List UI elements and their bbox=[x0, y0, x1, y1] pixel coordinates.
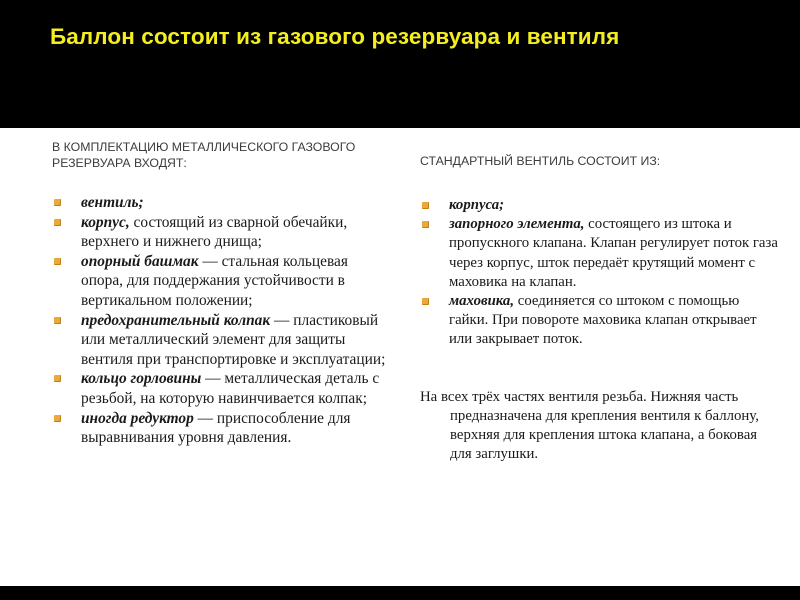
list-item bbox=[52, 213, 387, 252]
item-term: кольцо горловины bbox=[81, 370, 202, 388]
square-bullet-icon bbox=[54, 375, 61, 382]
item-term: маховика, bbox=[449, 293, 515, 310]
square-bullet-icon bbox=[54, 317, 61, 324]
item-term: корпуса; bbox=[449, 197, 505, 213]
list-item bbox=[420, 292, 780, 350]
footer-bar bbox=[0, 586, 800, 600]
list-item bbox=[420, 215, 780, 292]
item-text: — пластиковый или металлический элемент для защиты вентиля при транспортировке и эксплуатации; bbox=[81, 311, 386, 368]
square-bullet-icon bbox=[54, 199, 61, 206]
item-text: состоящего из штока и пропускного клапана. Клапан регулирует поток газа через корпус, шток передаёт крутящий момент с маховика на клапан. bbox=[449, 216, 778, 290]
left-column bbox=[52, 139, 387, 448]
right-column bbox=[420, 153, 780, 479]
list-item bbox=[52, 369, 387, 408]
list-item bbox=[420, 196, 780, 215]
item-term: опорный башмак bbox=[81, 252, 199, 270]
item-term: предохранительный колпак bbox=[81, 311, 271, 329]
square-bullet-icon bbox=[54, 415, 61, 422]
square-bullet-icon bbox=[422, 221, 429, 228]
list-item bbox=[52, 409, 387, 448]
list-item bbox=[52, 311, 387, 370]
list-item bbox=[52, 252, 387, 311]
square-bullet-icon bbox=[54, 258, 61, 265]
item-term: иногда редуктор bbox=[81, 409, 194, 427]
item-term: вентиль; bbox=[81, 194, 144, 211]
item-text: — приспособление для выравнивания уровня давления. bbox=[81, 409, 351, 447]
right-column-heading: СТАНДАРТНЫЙ ВЕНТИЛЬ СОСТОИТ ИЗ: bbox=[420, 154, 661, 168]
left-column-heading: В КОМПЛЕКТАЦИЮ МЕТАЛЛИЧЕСКОГО ГАЗОВОГО РЕЗЕРВУАРА ВХОДЯТ: bbox=[52, 140, 356, 170]
right-list bbox=[420, 196, 780, 350]
item-text: состоящий из сварной обечайки, верхнего и нижнего днища; bbox=[81, 213, 348, 251]
title-bar bbox=[0, 0, 800, 128]
item-term: запорного элемента, bbox=[449, 216, 585, 233]
slide-title: Баллон состоит из газового резервуара и вентиля bbox=[50, 24, 620, 49]
item-text: соединяется со штоком с помощью гайки. При повороте маховика клапан открывает или закрывает поток. bbox=[449, 293, 757, 348]
item-term: корпус, bbox=[81, 213, 130, 231]
list-item bbox=[52, 193, 387, 213]
square-bullet-icon bbox=[422, 298, 429, 305]
square-bullet-icon bbox=[54, 219, 61, 226]
item-text: — стальная кольцевая опора, для поддержания устойчивости в вертикальном положении; bbox=[81, 252, 348, 309]
thread-note: На всех трёх частях вентиля резьба. Нижняя часть предназначена для крепления вентиля к баллону, верхняя для крепления штока клапана, а боковая для заглушки. bbox=[420, 388, 759, 463]
square-bullet-icon bbox=[422, 202, 429, 209]
item-text: — металлическая деталь с резьбой, на которую навинчивается колпак; bbox=[81, 370, 380, 407]
left-list bbox=[52, 193, 387, 448]
